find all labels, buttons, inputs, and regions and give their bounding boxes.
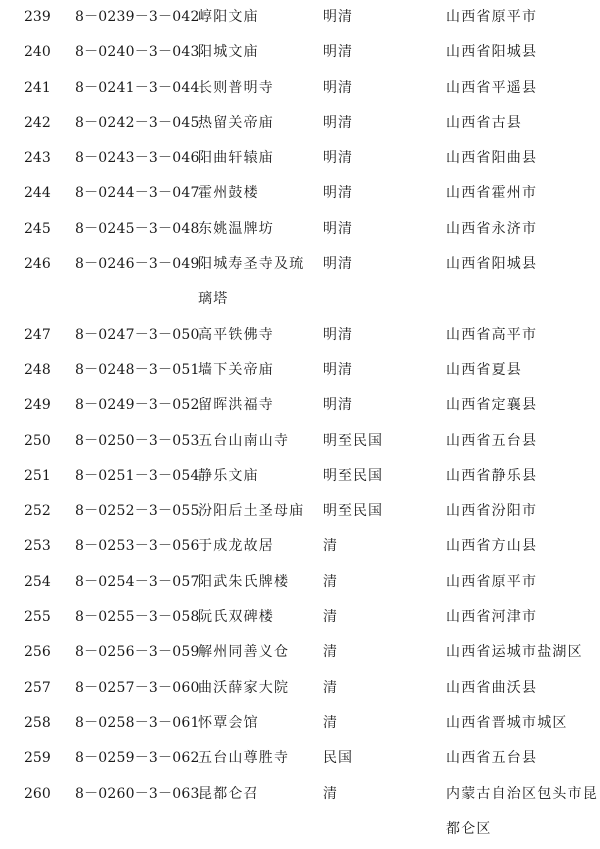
table-row <box>0 459 600 494</box>
site-name: 静乐文庙 <box>198 467 259 484</box>
site-era: 清 <box>323 538 338 555</box>
serial-number: 243 <box>24 150 51 167</box>
site-location: 山西省夏县 <box>446 361 522 378</box>
site-code: 8－0243－3－046 <box>75 150 200 167</box>
site-name: 阳曲轩辕庙 <box>198 150 274 167</box>
site-era: 明清 <box>323 397 353 414</box>
table-row <box>0 388 600 423</box>
site-name-continued: 璃塔 <box>198 291 229 308</box>
site-name: 阳武朱氏牌楼 <box>198 573 290 590</box>
serial-number: 257 <box>24 679 51 696</box>
site-location: 山西省方山县 <box>446 538 538 555</box>
serial-number: 254 <box>24 573 51 590</box>
site-code: 8－0242－3－045 <box>75 114 200 131</box>
table-row <box>0 741 600 776</box>
site-era: 明清 <box>323 44 353 61</box>
site-name: 高平铁佛寺 <box>198 326 274 343</box>
site-name: 怀覃会馆 <box>198 714 259 731</box>
site-location: 山西省永济市 <box>446 220 538 237</box>
site-location: 山西省静乐县 <box>446 467 538 484</box>
site-era: 民国 <box>323 750 353 767</box>
site-era: 清 <box>323 785 338 802</box>
site-era: 明至民国 <box>323 503 383 520</box>
table-row <box>0 106 600 141</box>
serial-number: 251 <box>24 467 51 484</box>
site-code: 8－0250－3－053 <box>75 432 200 449</box>
site-code: 8－0239－3－042 <box>75 9 200 25</box>
site-name: 五台山南山寺 <box>198 432 290 449</box>
site-name: 留晖洪福寺 <box>198 397 274 414</box>
site-name: 崞阳文庙 <box>198 9 259 25</box>
site-code: 8－0257－3－060 <box>75 679 200 696</box>
serial-number: 247 <box>24 326 51 343</box>
site-name: 阳城文庙 <box>198 44 259 61</box>
serial-number: 244 <box>24 185 51 202</box>
site-location: 山西省晋城市城区 <box>446 714 568 731</box>
serial-number: 246 <box>24 256 51 273</box>
site-era: 明清 <box>323 220 353 237</box>
site-location: 山西省阳城县 <box>446 256 538 273</box>
site-era: 明清 <box>323 326 353 343</box>
table-row <box>0 600 600 635</box>
site-code: 8－0240－3－043 <box>75 44 200 61</box>
site-era: 明清 <box>323 150 353 167</box>
table-row <box>0 777 600 848</box>
serial-number: 242 <box>24 114 51 131</box>
site-era: 清 <box>323 609 338 626</box>
table-row <box>0 671 600 706</box>
site-code: 8－0260－3－063 <box>75 785 200 802</box>
site-name: 于成龙故居 <box>198 538 274 555</box>
site-location: 山西省汾阳市 <box>446 503 538 520</box>
site-code: 8－0249－3－052 <box>75 397 200 414</box>
site-era: 清 <box>323 573 338 590</box>
serial-number: 258 <box>24 714 51 731</box>
site-code: 8－0245－3－048 <box>75 220 200 237</box>
serial-number: 250 <box>24 432 51 449</box>
table-row <box>0 0 600 35</box>
serial-number: 241 <box>24 79 51 96</box>
table-row <box>0 71 600 106</box>
serial-number: 256 <box>24 644 51 661</box>
serial-number: 239 <box>24 9 51 25</box>
site-era: 明至民国 <box>323 432 383 449</box>
serial-number: 249 <box>24 397 51 414</box>
serial-number: 252 <box>24 503 51 520</box>
site-name: 长则普明寺 <box>198 79 274 96</box>
site-location: 山西省原平市 <box>446 573 538 590</box>
site-code: 8－0241－3－044 <box>75 79 200 96</box>
site-code: 8－0252－3－055 <box>75 503 200 520</box>
site-code: 8－0255－3－058 <box>75 609 200 626</box>
site-location: 山西省定襄县 <box>446 397 538 414</box>
table-row <box>0 247 600 318</box>
site-era: 清 <box>323 679 338 696</box>
serial-number: 253 <box>24 538 51 555</box>
table-row <box>0 141 600 176</box>
table-row <box>0 565 600 600</box>
site-code: 8－0244－3－047 <box>75 185 200 202</box>
site-name: 五台山尊胜寺 <box>198 750 290 767</box>
site-location: 山西省高平市 <box>446 326 538 343</box>
site-location: 山西省运城市盐湖区 <box>446 644 583 661</box>
site-code: 8－0254－3－057 <box>75 573 200 590</box>
table-row <box>0 529 600 564</box>
site-name: 汾阳后土圣母庙 <box>198 503 305 520</box>
site-era: 明清 <box>323 79 353 96</box>
site-code: 8－0253－3－056 <box>75 538 200 555</box>
table-row <box>0 424 600 459</box>
site-location: 山西省五台县 <box>446 432 538 449</box>
serial-number: 245 <box>24 220 51 237</box>
table-row <box>0 212 600 247</box>
site-name: 解州同善义仓 <box>198 644 290 661</box>
site-code: 8－0258－3－061 <box>75 714 200 731</box>
site-name: 霍州鼓楼 <box>198 185 259 202</box>
site-location: 山西省曲沃县 <box>446 679 538 696</box>
site-code: 8－0251－3－054 <box>75 467 200 484</box>
site-name: 墙下关帝庙 <box>198 361 274 378</box>
site-code: 8－0248－3－051 <box>75 361 200 378</box>
site-era: 明清 <box>323 256 353 273</box>
site-location: 山西省河津市 <box>446 609 538 626</box>
site-era: 明清 <box>323 185 353 202</box>
site-name: 阳城寿圣寺及琉 <box>198 256 305 273</box>
site-code: 8－0259－3－062 <box>75 750 200 767</box>
site-name: 东姚温牌坊 <box>198 220 274 237</box>
table-row <box>0 176 600 211</box>
site-era: 明清 <box>323 361 353 378</box>
site-name: 曲沃薛家大院 <box>198 679 290 696</box>
site-location: 山西省古县 <box>446 114 522 131</box>
serial-number: 260 <box>24 785 51 802</box>
site-location: 山西省五台县 <box>446 750 538 767</box>
site-era: 明清 <box>323 9 353 25</box>
site-era: 明清 <box>323 114 353 131</box>
table-row <box>0 318 600 353</box>
site-location: 山西省原平市 <box>446 9 538 25</box>
serial-number: 255 <box>24 609 51 626</box>
site-name: 阮氏双碑楼 <box>198 609 274 626</box>
site-location-continued: 都仑区 <box>446 820 492 837</box>
site-location: 山西省霍州市 <box>446 185 538 202</box>
serial-number: 240 <box>24 44 51 61</box>
site-code: 8－0256－3－059 <box>75 644 200 661</box>
site-era: 清 <box>323 644 338 661</box>
site-name: 昆都仑召 <box>198 785 259 802</box>
site-location: 内蒙古自治区包头市昆 <box>446 785 598 802</box>
site-era: 清 <box>323 714 338 731</box>
table-row <box>0 706 600 741</box>
serial-number: 259 <box>24 750 51 767</box>
table-row <box>0 635 600 670</box>
table-row <box>0 494 600 529</box>
site-era: 明至民国 <box>323 467 383 484</box>
site-location: 山西省阳城县 <box>446 44 538 61</box>
serial-number: 248 <box>24 361 51 378</box>
site-code: 8－0247－3－050 <box>75 326 200 343</box>
site-name: 热留关帝庙 <box>198 114 274 131</box>
site-location: 山西省阳曲县 <box>446 150 538 167</box>
table-row <box>0 35 600 70</box>
site-code: 8－0246－3－049 <box>75 256 200 273</box>
site-location: 山西省平遥县 <box>446 79 538 96</box>
table-row <box>0 353 600 388</box>
